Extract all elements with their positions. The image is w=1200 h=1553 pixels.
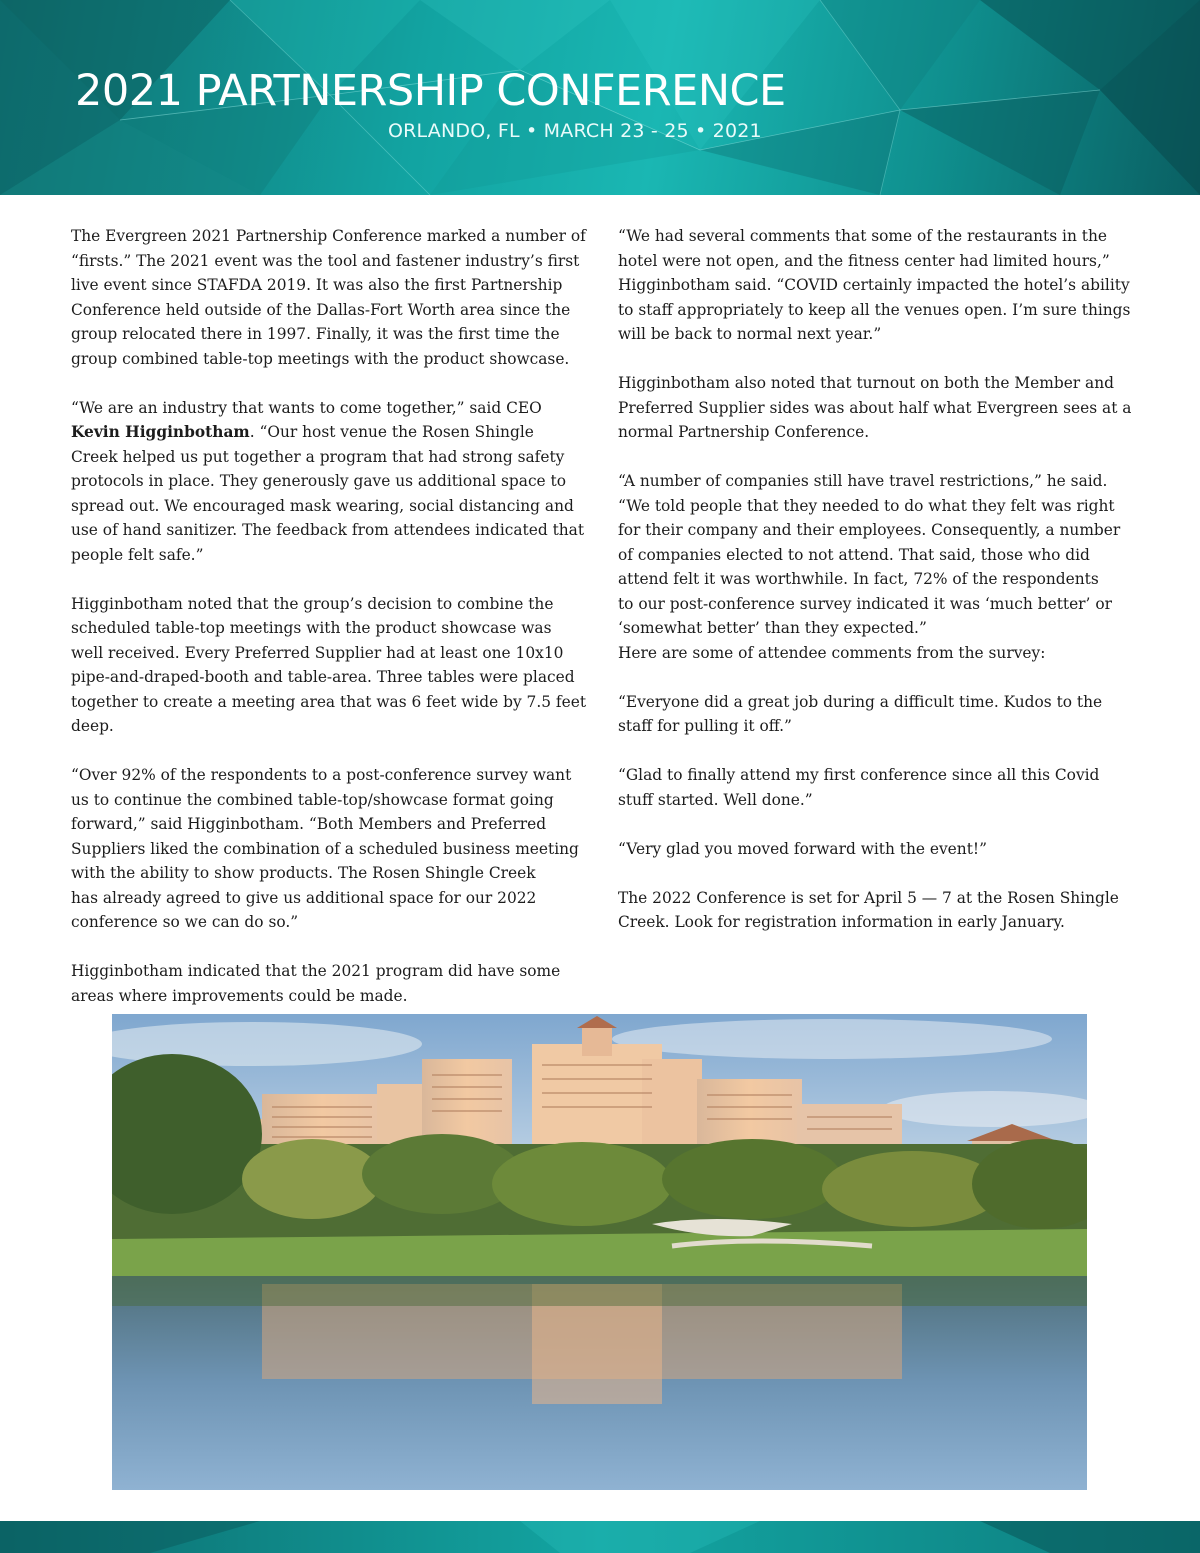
paragraph: Higginbotham noted that the group’s decision to combine the scheduled table-top meetings with the product showcase was well received. Every Preferred Supplier had at least one 10x10 pipe-and-draped-booth and table-area. Three tables were placed together to create a meeting area that was 6 feet wide by 7.5 feet deep. xyxy=(71,594,587,735)
resort-photo xyxy=(112,1014,1087,1490)
event-location-dates: ORLANDO, FL • MARCH 23 - 25 • 2021 xyxy=(388,120,762,142)
footer-band xyxy=(0,1521,1200,1553)
footer-geometric-pattern xyxy=(0,1521,1200,1553)
paragraph: Here are some of attendee comments from the survey: xyxy=(618,643,1046,662)
left-column xyxy=(71,224,591,1008)
right-column xyxy=(618,224,1143,935)
paragraph: “Over 92% of the respondents to a post-conference survey want us to continue the combined table-top/showcase format going forward,” said Higginbotham. “Both Members and Preferred Suppliers liked the combination of a scheduled business meeting with the ability to show products. The Rosen Shingle Creek has already agreed to give us additional space for our 2022 conference so we can do so.” xyxy=(71,766,579,931)
attendee-quote: “Very glad you moved forward with the event!” xyxy=(618,839,987,858)
attendee-quote: “Everyone did a great job during a difficult time. Kudos to the staff for pulling it off.” xyxy=(618,692,1103,735)
paragraph-lead: “We are an industry that wants to come together,” said CEO xyxy=(71,398,542,417)
paragraph: “A number of companies still have travel restrictions,” he said. “We told people that they needed to do what they felt was right for their company and their employees. Consequently, a number of companies elected to not attend. That said, those who did attend felt it was worthwhile. In fact, 72% of the respondents to our post-conference survey indicated it was ‘much better’ or ‘somewhat better’ than they expected.” xyxy=(618,472,1121,637)
hotel-golf-course-illustration xyxy=(112,1014,1087,1490)
paragraph: Higginbotham also noted that turnout on both the Member and Preferred Supplier sides was about half what Evergreen sees at a normal Partnership Conference. xyxy=(618,374,1132,441)
paragraph: The Evergreen 2021 Partnership Conference marked a number of “firsts.” The 2021 event was the tool and fastener industry’s first live event since STAFDA 2019. It was also the first Partnership Conference held outside of the Dallas-Fort Worth area since the group relocated there in 1997. Finally, it was the first time the group combined table-top meetings with the product showcase. xyxy=(71,227,586,368)
paragraph: The 2022 Conference is set for April 5 — 7 at the Rosen Shingle Creek. Look for registration information in early January. xyxy=(618,888,1119,931)
page-title: 2021 PARTNERSHIP CONFERENCE xyxy=(75,66,786,116)
ceo-name: Kevin Higginbotham xyxy=(71,423,250,441)
attendee-quote: “Glad to finally attend my first conference since all this Covid stuff started. Well done.” xyxy=(618,766,1100,809)
header-banner xyxy=(0,0,1200,195)
paragraph xyxy=(71,396,591,568)
paragraph-rest: . “Our host venue the Rosen Shingle Creek helped us put together a program that had strong safety protocols in place. They generously gave us additional space to spread out. We encouraged mask wearing, social distancing and use of hand sanitizer. The feedback from attendees indicated that people felt safe.” xyxy=(71,423,585,564)
paragraph: “We had several comments that some of the restaurants in the hotel were not open, and the fitness center had limited hours,” Higginbotham said. “COVID certainly impacted the hotel’s ability to staff appropriately to keep all the venues open. I’m sure things will be back to normal next year.” xyxy=(618,227,1131,343)
paragraph: Higginbotham indicated that the 2021 program did have some areas where improvements could be made. xyxy=(71,962,561,1005)
